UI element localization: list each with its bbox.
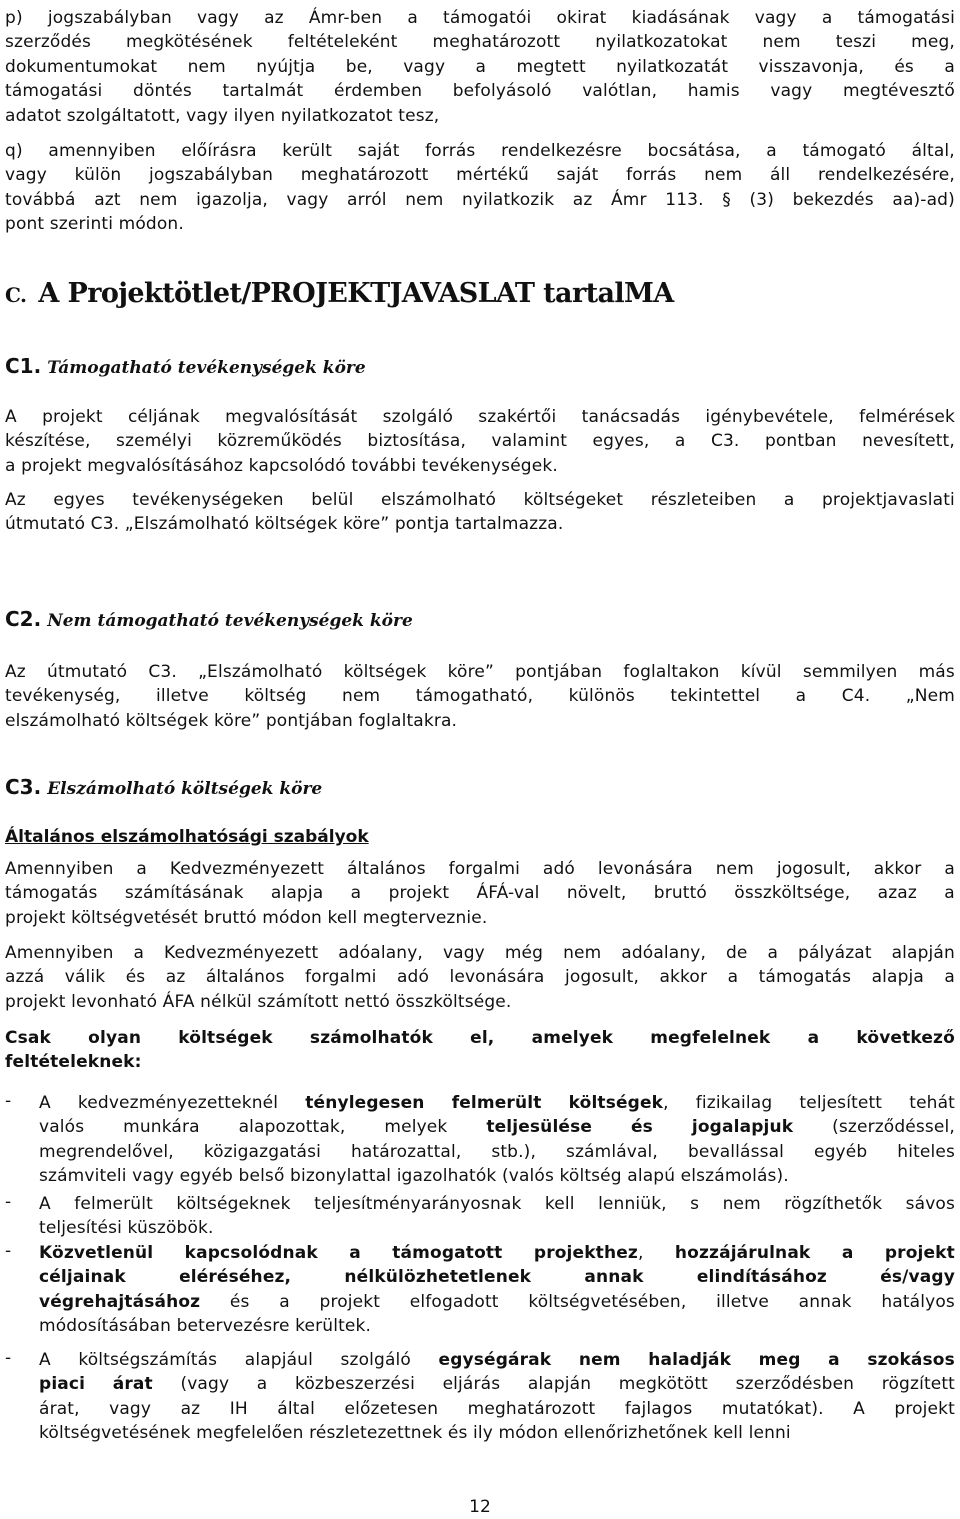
text-line: céljainak eléréséhez, nélkülözhetetlenek annak elindításához és/vagy bbox=[39, 1267, 955, 1288]
text-line: valós munkára alapozottak, melyek teljesülése és jogalapjuk (szerződéssel, bbox=[39, 1117, 955, 1138]
text-line: Az egyes tevékenységeken belül elszámolható költségeket részleteiben a projektjavaslati bbox=[5, 490, 955, 510]
text-line: költségvetésének megfelelően részletezettnek és ily módon ellenőrizhetőnek kell lenni bbox=[39, 1423, 791, 1444]
text-line: a projekt megvalósításához kapcsolódó további tevékenységek. bbox=[5, 455, 558, 476]
text-line: A felmerült költségeknek teljesítményarányosnak kell lenniük, s nem rögzíthetők sávos bbox=[39, 1194, 955, 1214]
bullet-dash: - bbox=[5, 1241, 12, 1261]
c3-title: Elszámolható költségek köre bbox=[47, 779, 323, 799]
text-line: tevékenység, illetve költség nem támogatható, különös tekintettel a C4. „Nem bbox=[5, 686, 955, 707]
c2-number: C2. bbox=[5, 607, 42, 631]
text-line: A költségszámítás alapjául szolgáló egységárak nem haladják meg a szokásos bbox=[39, 1350, 955, 1370]
c1-paragraph-2 bbox=[5, 488, 955, 537]
text-line: készítése, személyi közreműködés biztosítása, valamint egyes, a C3. pontban nevesített, bbox=[5, 431, 955, 452]
c3-paragraph-1 bbox=[5, 857, 955, 930]
c1-paragraph-1 bbox=[5, 405, 955, 478]
condition-list-item bbox=[39, 1241, 955, 1339]
c2-title: Nem támogatható tevékenységek köre bbox=[47, 611, 413, 631]
text-line: útmutató C3. „Elszámolható költségek köre” pontja tartalmazza. bbox=[5, 514, 564, 535]
text-line: számviteli vagy egyéb belső bizonylattal igazolhatók (valós költség alapú elszámolás). bbox=[39, 1166, 789, 1187]
bullet-dash: - bbox=[5, 1091, 12, 1111]
text-line: árat, vagy az IH által előzetesen meghatározott fajlagos mutatókat). A projekt bbox=[39, 1398, 955, 1419]
text-line: adatot szolgáltatott, vagy ilyen nyilatkozatot tesz, bbox=[5, 105, 440, 126]
text-line: q) amennyiben előírásra került saját forrás rendelkezésre bocsátása, a támogató által, bbox=[5, 141, 955, 161]
text-line: projekt költségvetését bruttó módon kell megterveznie. bbox=[5, 907, 488, 928]
condition-list-item bbox=[39, 1348, 955, 1446]
text-line: támogatás számításának alapja a projekt ÁFÁ-val növelt, bruttó összköltsége, azaz a bbox=[5, 883, 955, 904]
paragraph-p bbox=[5, 6, 955, 128]
text-line: azzá válik és az általános forgalmi adó levonására jogosult, akkor a támogatás alapja a bbox=[5, 967, 955, 988]
text-line: A kedvezményezetteknél ténylegesen felmerült költségek, fizikailag teljesített tehát bbox=[39, 1093, 955, 1113]
page-number: 12 bbox=[469, 1497, 491, 1517]
section-c-number: C. bbox=[5, 283, 27, 307]
c1-title: Támogatható tevékenységek köre bbox=[47, 358, 366, 378]
section-c-title: A Projektötlet/PROJEKTJAVASLAT tartalMA bbox=[38, 278, 674, 309]
condition-list-item bbox=[39, 1091, 955, 1189]
text-line: Csak olyan költségek számolhatók el, amelyek megfelelnek a következő bbox=[5, 1028, 955, 1048]
text-line: feltételeknek: bbox=[5, 1052, 142, 1073]
text-line: pont szerinti módon. bbox=[5, 214, 184, 235]
text-line: Amennyiben a Kedvezményezett általános forgalmi adó levonására nem jogosult, akkor a bbox=[5, 859, 955, 879]
bullet-dash: - bbox=[5, 1348, 12, 1368]
text-line: végrehajtásához és a projekt elfogadott költségvetésében, illetve annak hatályos bbox=[39, 1291, 955, 1312]
text-line: továbbá azt nem igazolja, vagy arról nem nyilatkozik az Ámr 113. § (3) bekezdés aa)-ad) bbox=[5, 189, 955, 210]
text-line: A projekt céljának megvalósítását szolgáló szakértői tanácsadás igénybevétele, felmérések bbox=[5, 407, 955, 427]
text-line: dokumentumokat nem nyújtja be, vagy a megtett nyilatkozatát visszavonja, és a bbox=[5, 56, 955, 77]
text-line: Amennyiben a Kedvezményezett adóalany, vagy még nem adóalany, de a pályázat alapján bbox=[5, 943, 955, 963]
text-line: projekt levonható ÁFA nélkül számított nettó összköltsége. bbox=[5, 991, 512, 1012]
text-line: piaci árat (vagy a közbeszerzési eljárás alapján megkötött szerződésben rögzített bbox=[39, 1374, 955, 1395]
text-line: Az útmutató C3. „Elszámolható költségek köre” pontjában foglaltakon kívül semmilyen más bbox=[5, 662, 955, 682]
text-line: támogatási döntés tartalmát érdemben befolyásoló valótlan, hamis vagy megtévesztő bbox=[5, 81, 955, 102]
text-line: Közvetlenül kapcsolódnak a támogatott projekthez, hozzájárulnak a projekt bbox=[39, 1243, 955, 1263]
text-line: megrendelővel, közigazgatási határozattal, stb.), számlával, bevallással egyéb hiteles bbox=[39, 1141, 955, 1162]
section-c-heading bbox=[5, 278, 674, 309]
c2-paragraph bbox=[5, 660, 955, 733]
c1-heading bbox=[5, 354, 366, 378]
c3-conditions-heading bbox=[5, 1026, 955, 1075]
c3-heading bbox=[5, 775, 322, 799]
c2-heading bbox=[5, 607, 413, 631]
c1-number: C1. bbox=[5, 354, 42, 378]
text-line: módosításában betervezésre kerültek. bbox=[39, 1316, 372, 1337]
c3-paragraph-2 bbox=[5, 941, 955, 1014]
c3-subtitle: Általános elszámolhatósági szabályok bbox=[5, 827, 369, 847]
text-line: szerződés megkötésének feltételeként meghatározott nyilatkozatokat nem teszi meg, bbox=[5, 32, 955, 53]
paragraph-q bbox=[5, 139, 955, 237]
text-line: teljesítési küszöbök. bbox=[39, 1218, 214, 1239]
text-line: p) jogszabályban vagy az Ámr-ben a támogatói okirat kiadásának vagy a támogatási bbox=[5, 8, 955, 28]
condition-list-item bbox=[39, 1192, 955, 1241]
bullet-dash: - bbox=[5, 1192, 12, 1212]
text-line: elszámolható költségek köre” pontjában foglaltakra. bbox=[5, 710, 458, 731]
text-line: vagy külön jogszabályban meghatározott mértékű saját forrás nem áll rendelkezésére, bbox=[5, 165, 955, 186]
c3-number: C3. bbox=[5, 775, 42, 799]
